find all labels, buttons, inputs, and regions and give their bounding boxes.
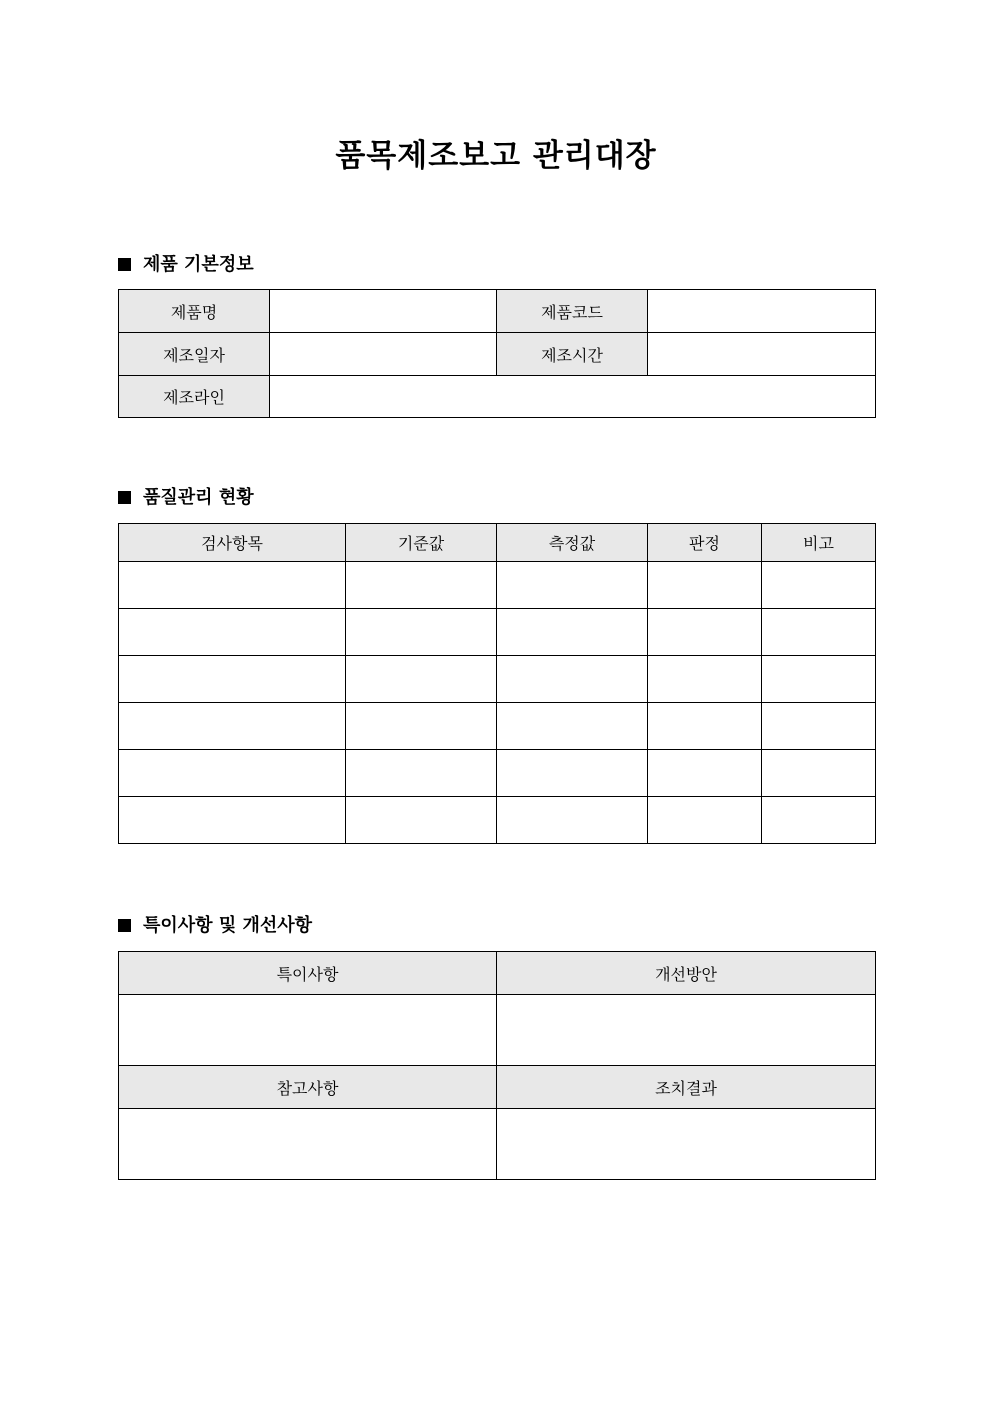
table-cell[interactable]	[648, 703, 762, 750]
table-cell[interactable]	[119, 656, 346, 703]
product-code-field[interactable]	[648, 290, 876, 333]
table-header-row	[119, 1066, 876, 1109]
mfg-line-label: 제조라인	[119, 376, 270, 418]
table-cell[interactable]	[762, 797, 876, 844]
table-row	[119, 609, 876, 656]
special-notes-header: 특이사항	[119, 952, 497, 995]
table-cell[interactable]	[762, 609, 876, 656]
table-cell[interactable]	[346, 562, 497, 609]
document-title: 품목제조보고 관리대장	[335, 138, 657, 174]
table-cell[interactable]	[497, 609, 648, 656]
section-heading-quality	[118, 485, 254, 511]
table-row	[119, 333, 876, 376]
reference-header: 참고사항	[119, 1066, 497, 1109]
table-cell[interactable]	[346, 797, 497, 844]
mfg-time-label: 제조시간	[497, 333, 648, 376]
square-bullet-icon	[118, 491, 131, 504]
table-cell[interactable]	[648, 656, 762, 703]
table-row	[119, 995, 876, 1066]
improvement-plan-field[interactable]	[497, 995, 876, 1066]
table-row	[119, 290, 876, 333]
table-row	[119, 750, 876, 797]
table-cell[interactable]	[497, 797, 648, 844]
quality-table	[118, 523, 876, 844]
section-heading-basic-info	[118, 252, 254, 278]
reference-field[interactable]	[119, 1109, 497, 1180]
table-cell[interactable]	[119, 609, 346, 656]
mfg-date-label: 제조일자	[119, 333, 270, 376]
table-cell[interactable]	[648, 562, 762, 609]
table-cell[interactable]	[119, 703, 346, 750]
table-row	[119, 656, 876, 703]
product-code-label: 제품코드	[497, 290, 648, 333]
product-name-label: 제품명	[119, 290, 270, 333]
table-row	[119, 1109, 876, 1180]
table-cell[interactable]	[119, 750, 346, 797]
table-cell[interactable]	[497, 703, 648, 750]
table-row	[119, 797, 876, 844]
table-cell[interactable]	[497, 656, 648, 703]
mfg-time-field[interactable]	[648, 333, 876, 376]
table-header-row	[119, 952, 876, 995]
mfg-line-field[interactable]	[270, 376, 876, 418]
table-cell[interactable]	[648, 609, 762, 656]
table-cell[interactable]	[762, 562, 876, 609]
section-heading-text: 품질관리 현황	[143, 487, 254, 508]
square-bullet-icon	[118, 919, 131, 932]
section-heading-text: 제품 기본정보	[143, 254, 254, 275]
notes-table	[118, 951, 876, 1180]
mfg-date-field[interactable]	[270, 333, 497, 376]
table-cell[interactable]	[648, 750, 762, 797]
special-notes-field[interactable]	[119, 995, 497, 1066]
table-cell[interactable]	[346, 703, 497, 750]
table-cell[interactable]	[648, 797, 762, 844]
table-cell[interactable]	[762, 656, 876, 703]
column-header-judgment: 판정	[648, 524, 762, 562]
table-row	[119, 703, 876, 750]
column-header-remarks: 비고	[762, 524, 876, 562]
section-heading-notes	[118, 913, 312, 939]
table-row	[119, 376, 876, 418]
table-cell[interactable]	[119, 562, 346, 609]
table-cell[interactable]	[762, 703, 876, 750]
table-cell[interactable]	[119, 797, 346, 844]
column-header-measured-value: 측정값	[497, 524, 648, 562]
action-result-header: 조치결과	[497, 1066, 876, 1109]
table-header-row	[119, 524, 876, 562]
table-row	[119, 562, 876, 609]
square-bullet-icon	[118, 258, 131, 271]
table-cell[interactable]	[497, 562, 648, 609]
table-cell[interactable]	[346, 750, 497, 797]
table-cell[interactable]	[497, 750, 648, 797]
table-cell[interactable]	[346, 609, 497, 656]
action-result-field[interactable]	[497, 1109, 876, 1180]
table-cell[interactable]	[346, 656, 497, 703]
section-heading-text: 특이사항 및 개선사항	[143, 915, 313, 936]
product-name-field[interactable]	[270, 290, 497, 333]
basic-info-table	[118, 289, 876, 418]
column-header-standard-value: 기준값	[346, 524, 497, 562]
column-header-inspection-item: 검사항목	[119, 524, 346, 562]
table-cell[interactable]	[762, 750, 876, 797]
improvement-plan-header: 개선방안	[497, 952, 876, 995]
